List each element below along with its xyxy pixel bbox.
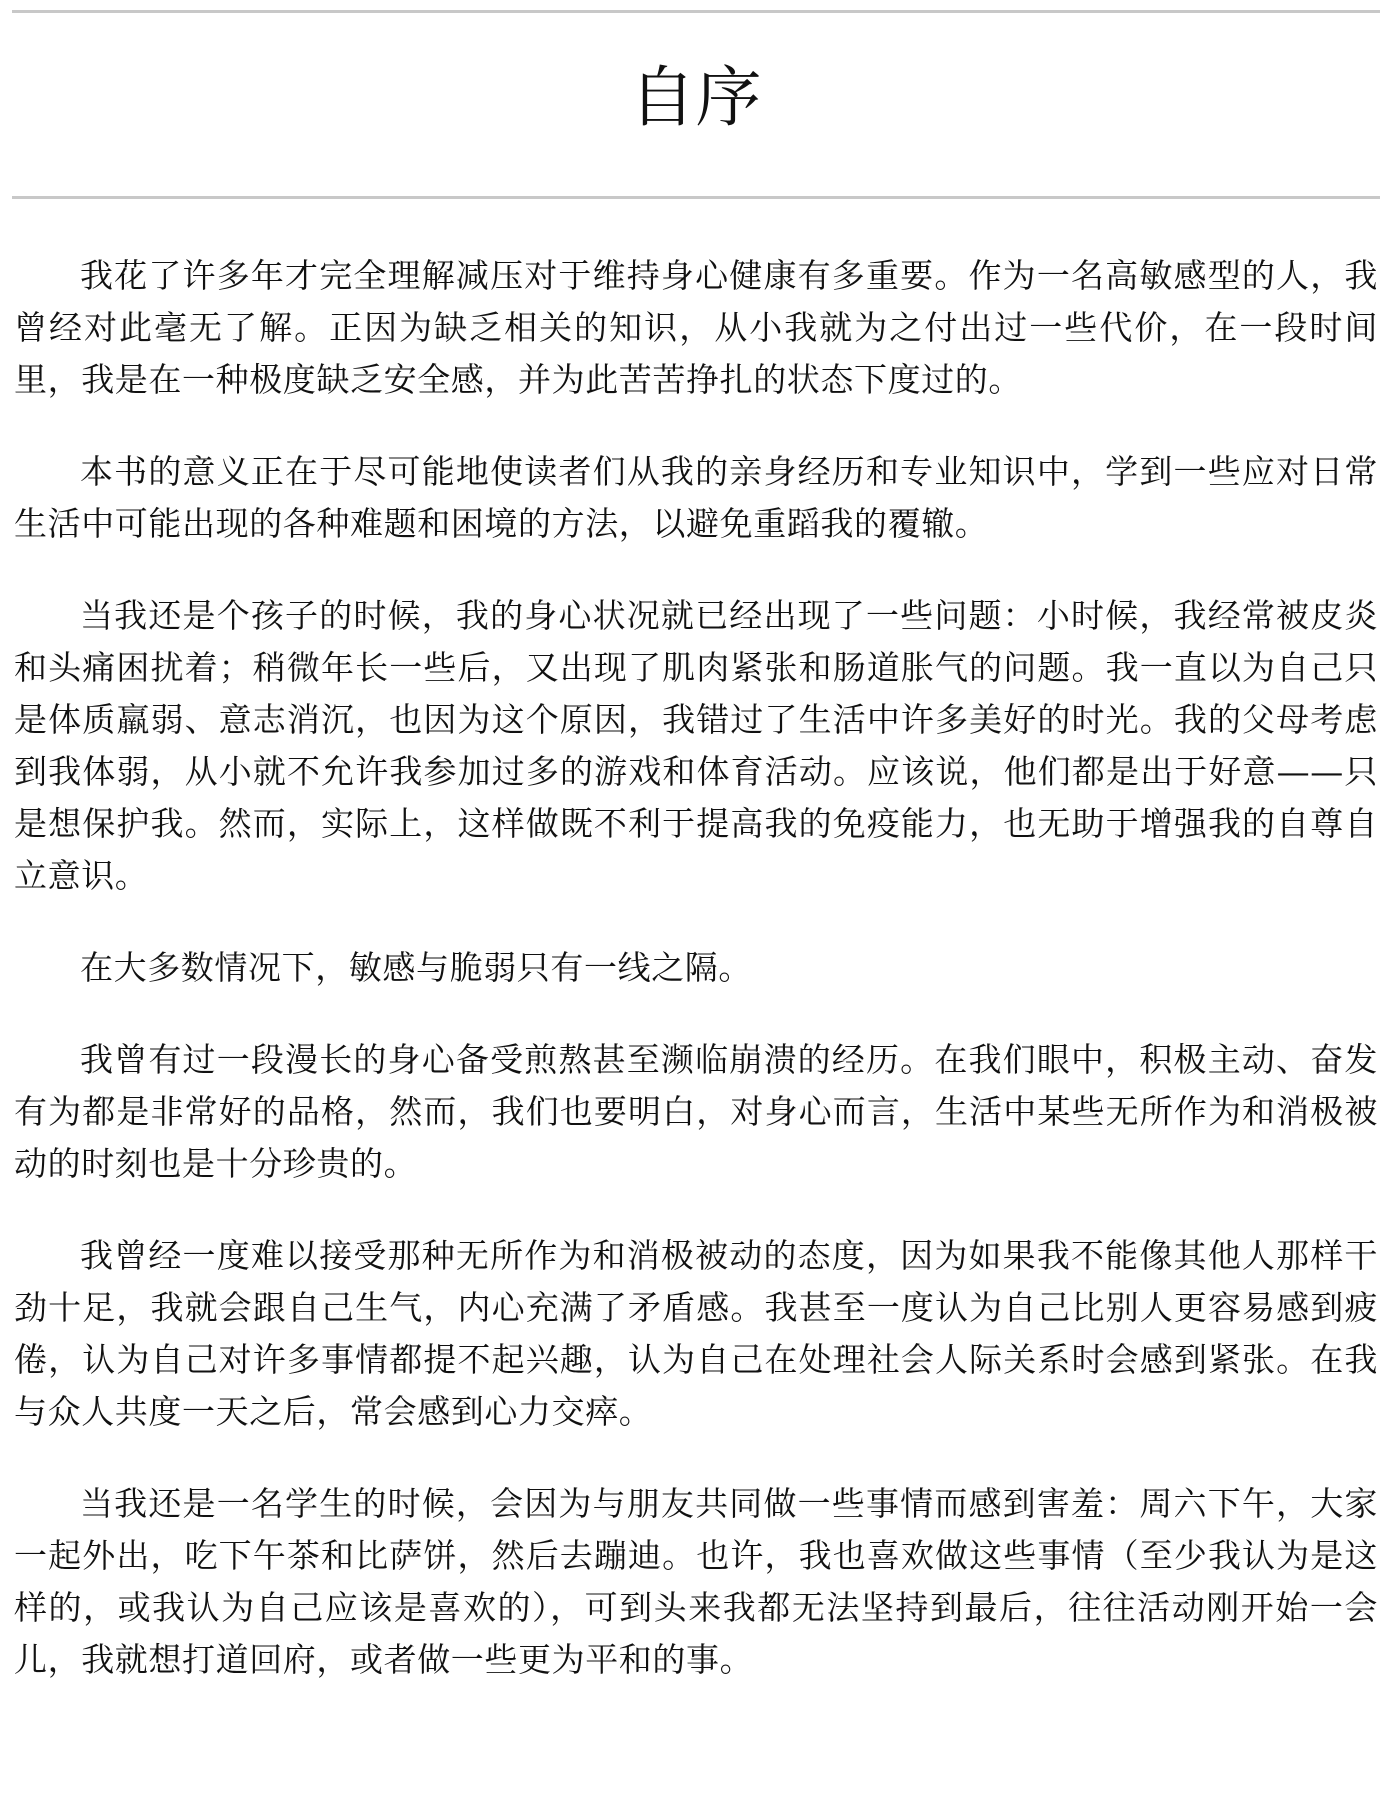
paragraph: 在大多数情况下，敏感与脆弱只有一线之隔。: [80, 948, 752, 987]
page-title: 自序: [629, 59, 762, 136]
top-divider: [12, 10, 1380, 13]
title-divider: [12, 196, 1380, 199]
paragraph: 我曾有过一段漫长的身心备受煎熬甚至濒临崩溃的经历。在我们眼中，积极主动、奋发有为都是非常好的品格，然而，我们也要明白，对身心而言，生活中某些无所作为和消极被动的时刻也是十分珍贵的。: [14, 1040, 1378, 1183]
body-text: [14, 250, 1378, 1726]
paragraph: 我花了许多年才完全理解减压对于维持身心健康有多重要。作为一名高敏感型的人，我曾经对此毫无了解。正因为缺乏相关的知识，从小我就为之付出过一些代价，在一段时间里，我是在一种极度缺乏安全感，并为此苦苦挣扎的状态下度过的。: [14, 256, 1378, 399]
paragraph: 当我还是一名学生的时候，会因为与朋友共同做一些事情而感到害羞：周六下午，大家一起外出，吃下午茶和比萨饼，然后去蹦迪。也许，我也喜欢做这些事情（至少我认为是这样的，或我认为自己应该是喜欢的），可到头来我都无法坚持到最后，往往活动刚开始一会儿，我就想打道回府，或者做一些更为平和的事。: [14, 1484, 1378, 1679]
paragraph: 当我还是个孩子的时候，我的身心状况就已经出现了一些问题：小时候，我经常被皮炎和头痛困扰着；稍微年长一些后，又出现了肌肉紧张和肠道胀气的问题。我一直以为自己只是体质羸弱、意志消沉，也因为这个原因，我错过了生活中许多美好的时光。我的父母考虑到我体弱，从小就不允许我参加过多的游戏和体育活动。应该说，他们都是出于好意——只是想保护我。然而，实际上，这样做既不利于提高我的免疫能力，也无助于增强我的自尊自立意识。: [14, 596, 1378, 895]
paragraph: 本书的意义正在于尽可能地使读者们从我的亲身经历和专业知识中，学到一些应对日常生活中可能出现的各种难题和困境的方法，以避免重蹈我的覆辙。: [14, 452, 1378, 543]
paragraph: 我曾经一度难以接受那种无所作为和消极被动的态度，因为如果我不能像其他人那样干劲十足，我就会跟自己生气，内心充满了矛盾感。我甚至一度认为自己比别人更容易感到疲倦，认为自己对许多事情都提不起兴趣，认为自己在处理社会人际关系时会感到紧张。在我与众人共度一天之后，常会感到心力交瘁。: [14, 1236, 1378, 1431]
